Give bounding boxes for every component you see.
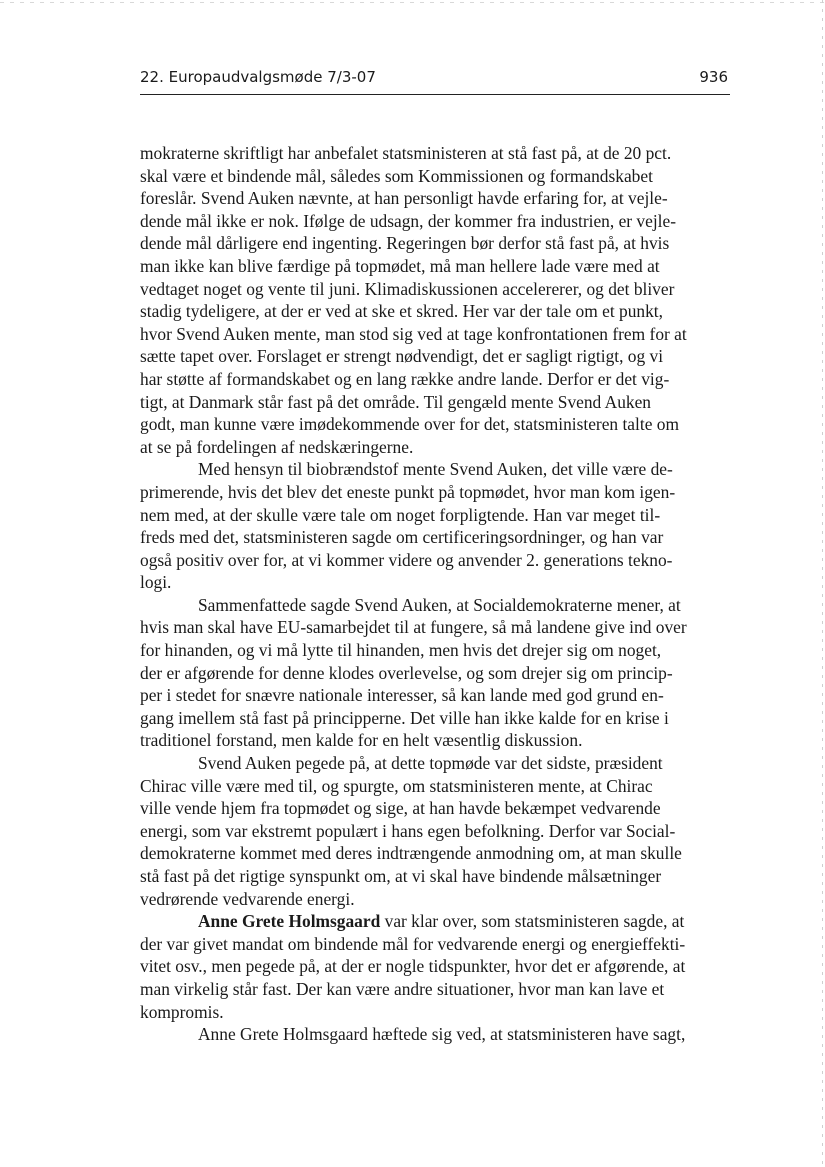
text-line: stå fast på det rigtige synspunkt om, at vi skal have bindende målsætninger: [140, 866, 662, 886]
text-line: logi.: [140, 572, 172, 593]
text-line: gang imellem stå fast på principperne. Det ville han ikke kalde for en krise i: [140, 707, 669, 728]
text-line: også positiv over for, at vi kommer videre og anvender 2. generations tekno-: [140, 549, 673, 570]
document-title: 22. Europaudvalgsmøde 7/3-07: [140, 68, 376, 86]
text-line: Svend Auken pegede på, at dette topmøde var det sidste, præsident: [198, 753, 663, 774]
text-line: demokraterne kommet med deres indtrængende anmodning om, at man skulle: [140, 843, 682, 864]
text-line: nem med, at der skulle være tale om noget forpligtende. Han var meget til-: [140, 504, 661, 525]
text-line: man virkelig står fast. Der kan være andre situationer, hvor man kan lave et: [140, 978, 665, 999]
speaker-line: [140, 910, 730, 933]
text-line: stadig tydeligere, at der er ved at ske et skred. Her var der tale om et punkt,: [140, 301, 663, 322]
document-body: [140, 142, 730, 1046]
text-line: dende mål ikke er nok. Ifølge de udsagn, der kommer fra industrien, er vejle-: [140, 210, 677, 231]
text-line: traditionel forstand, men kalde for en helt væsentlig diskussion.: [140, 730, 583, 751]
text-line: Anne Grete Holmsgaard hæftede sig ved, at statsministeren have sagt,: [198, 1024, 686, 1045]
text-line: der var givet mandat om bindende mål for vedvarende energi og energieffekti-: [140, 933, 686, 954]
text-line: Sammenfattede sagde Svend Auken, at Socialdemokraterne mener, at: [198, 594, 681, 615]
text-line: sætte tapet over. Forslaget er strengt nødvendigt, det er sagligt rigtigt, og vi: [140, 346, 664, 367]
text-line: foreslår. Svend Auken nævnte, at han personligt havde erfaring for, at vejle-: [140, 188, 668, 209]
text-line: freds med det, statsministeren sagde om certificeringsordninger, og han var: [140, 527, 664, 548]
text-line: dende mål dårligere end ingenting. Regeringen bør derfor stå fast på, at hvis: [140, 233, 670, 254]
text-line: for hinanden, og vi må lytte til hinanden, men hvis det drejer sig om noget,: [140, 640, 662, 661]
text-line: tigt, at Danmark står fast på det område. Til gengæld mente Svend Auken: [140, 391, 652, 412]
text-line: ville vende hjem fra topmødet og sige, at han havde bekæmpet vedvarende: [140, 798, 661, 819]
text-line: vitet osv., men pegede på, at der er nogle tidspunkter, hvor det er afgørende, at: [140, 956, 686, 977]
text-line: skal være et bindende mål, således som Kommissionen og formandskabet: [140, 165, 653, 186]
scan-artifact-top: [0, 2, 825, 3]
page-number: 936: [699, 68, 728, 86]
text-line: vedrørende vedvarende energi.: [140, 888, 355, 909]
text-line: der er afgørende for denne klodes overlevelse, og som drejer sig om princip-: [140, 662, 673, 683]
text-line: godt, man kunne være imødekommende over for det, statsministeren talte om: [140, 414, 679, 435]
text-line: kompromis.: [140, 1001, 224, 1022]
page-header: [140, 64, 730, 95]
text-line: per i stedet for snævre nationale interesser, så kan lande med god grund en-: [140, 685, 664, 706]
text-line: Med hensyn til biobrændstof mente Svend Auken, det ville være de-: [198, 459, 673, 480]
text-line: energi, som var ekstremt populært i hans egen befolkning. Derfor var Social-: [140, 820, 676, 841]
text-line: hvor Svend Auken mente, man stod sig ved at tage konfrontationen frem for at: [140, 323, 687, 344]
scan-artifact-edge: [822, 0, 823, 1167]
text-line: hvis man skal have EU-samarbejdet til at fungere, så må landene give ind over: [140, 617, 687, 638]
text-line-rest: var klar over, som statsministeren sagde, at: [384, 911, 685, 932]
text-line: vedtaget noget og vente til juni. Klimadiskussionen accelererer, og det bliver: [140, 278, 675, 299]
text-line: mokraterne skriftligt har anbefalet statsministeren at stå fast på, at de 20 pct.: [140, 143, 672, 163]
speaker-name: Anne Grete Holmsgaard: [198, 911, 381, 932]
text-line: primerende, hvis det blev det eneste punkt på topmødet, hvor man kom igen-: [140, 481, 676, 502]
text-line: at se på fordelingen af nedskæringerne.: [140, 436, 414, 457]
text-line: man ikke kan blive færdige på topmødet, må man hellere lade være med at: [140, 255, 660, 276]
text-line: har støtte af formandskabet og en lang række andre lande. Derfor er det vig-: [140, 368, 670, 389]
text-line: Chirac ville være med til, og spurgte, om statsministeren mente, at Chirac: [140, 775, 653, 796]
